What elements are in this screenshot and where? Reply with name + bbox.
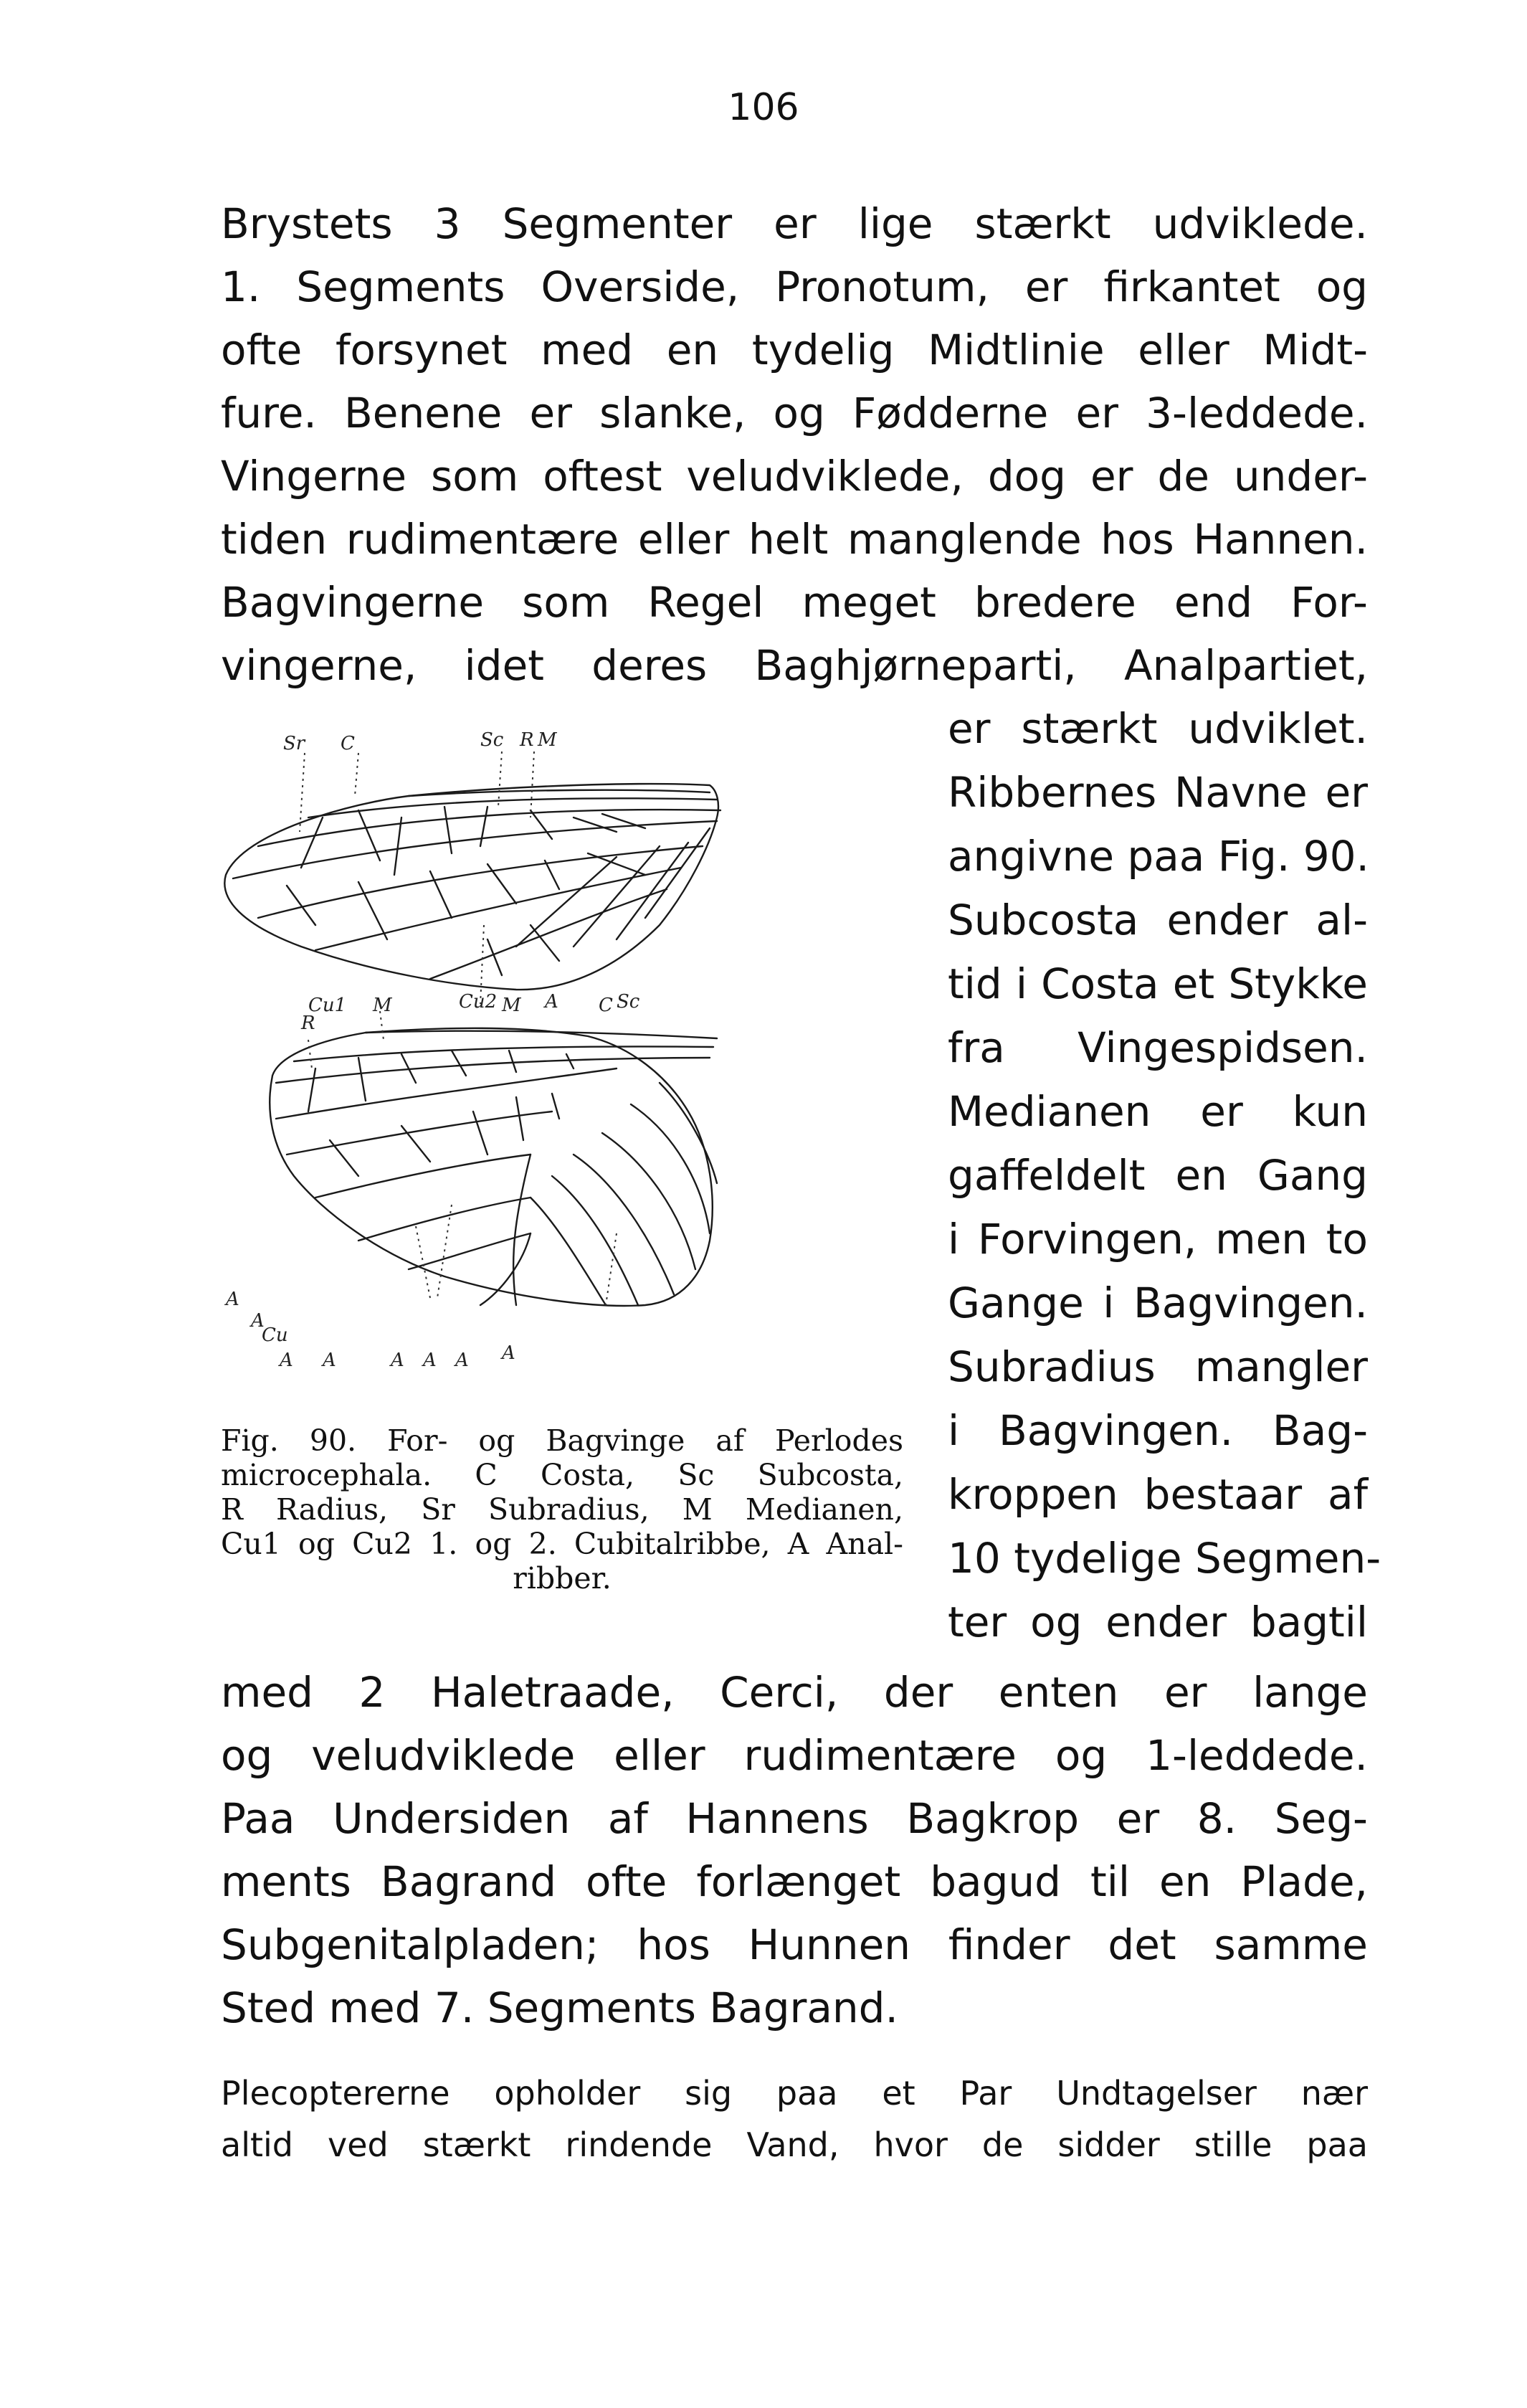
- forewing-outline: [224, 784, 718, 990]
- side-text-line: Medianen er kun: [948, 1087, 1368, 1136]
- text-line: vingerne, idet deres Baghjørneparti, Analpartiet,: [221, 641, 1368, 690]
- text-line: Vingerne som oftest veludviklede, dog er de under-: [221, 452, 1368, 501]
- leader-line: [531, 752, 534, 817]
- forewing-crossvein: [394, 817, 401, 875]
- figure-label: Cu: [262, 1324, 288, 1346]
- figure-label: Cu1: [308, 995, 347, 1016]
- figure-label: Cu2: [459, 991, 498, 1013]
- hindwing-crossvein: [330, 1140, 358, 1176]
- figure-label: A: [545, 991, 558, 1013]
- side-text-line: 10 tydelige Segmen-: [948, 1534, 1381, 1583]
- side-text-line: Subcosta ender al-: [948, 896, 1368, 944]
- hindwing-crossvein: [358, 1058, 366, 1101]
- side-text-line: i Forvingen, men to: [948, 1215, 1368, 1264]
- figure-label: A: [423, 1350, 437, 1371]
- hindwing-vein: [294, 1046, 713, 1061]
- forewing-crossvein: [487, 939, 502, 975]
- forewing-crossvein: [617, 843, 688, 939]
- hindwing-crossvein: [452, 1051, 466, 1076]
- side-text-line: i Bagvingen. Bag-: [948, 1406, 1368, 1455]
- figure-label: A: [502, 1342, 515, 1364]
- figure-label: Sc: [480, 729, 504, 751]
- text-line: Subgenitalpladen; hos Hunnen finder det samme: [221, 1920, 1368, 1969]
- figure-label: C: [341, 733, 355, 754]
- side-text-line: ter og ender bagtil: [948, 1598, 1368, 1646]
- figure-label: C: [599, 995, 613, 1016]
- hindwing-outline: [270, 1028, 713, 1306]
- hindwing-vein: [315, 1155, 531, 1198]
- caption-line: microcephala. C Costa, Sc Subcosta,: [221, 1458, 903, 1492]
- figure-label: M: [373, 995, 392, 1016]
- forewing-crossvein: [444, 807, 452, 853]
- side-text-line: er stærkt udviklet.: [948, 704, 1368, 753]
- hindwing-anal-vein: [602, 1133, 695, 1269]
- forewing-crossvein: [516, 857, 617, 947]
- caption-line: Fig. 90. For- og Bagvinge af Perlodes: [221, 1423, 903, 1458]
- text-line: Paa Undersiden af Hannens Bagkrop er 8. Seg-: [221, 1794, 1368, 1843]
- figure-label: A: [280, 1350, 293, 1371]
- figure-label: Sr: [283, 733, 305, 754]
- text-line: tiden rudimentære eller helt manglende hos Hannen.: [221, 515, 1368, 564]
- forewing-crossvein: [358, 882, 387, 939]
- forewing-crossvein: [301, 817, 323, 868]
- text-line: 1. Segments Overside, Pronotum, er firkantet og: [221, 262, 1368, 311]
- page-number: 106: [728, 86, 799, 129]
- text-line: Sted med 7. Segments Bagrand.: [221, 1983, 898, 2032]
- hindwing-anal-vein: [531, 1198, 606, 1305]
- forewing-vein: [233, 821, 717, 878]
- forewing-vein: [258, 846, 703, 918]
- hindwing-vein: [358, 1198, 531, 1241]
- side-text-line: fra Vingespidsen.: [948, 1023, 1368, 1072]
- forewing-vein: [409, 790, 710, 796]
- forewing-crossvein: [545, 861, 559, 889]
- hindwing-crossvein: [509, 1051, 516, 1072]
- figure-label: M: [538, 729, 557, 751]
- hindwing-anal-vein: [513, 1155, 531, 1305]
- hindwing-crossvein: [552, 1094, 559, 1119]
- text-line: fure. Benene er slanke, og Fødderne er 3-leddede.: [221, 389, 1368, 437]
- hindwing-vein: [409, 1233, 531, 1269]
- caption-line: ribber.: [513, 1561, 612, 1596]
- figure-label: A: [391, 1350, 404, 1371]
- hindwing-crossvein: [308, 1068, 315, 1111]
- text-line: og veludviklede eller rudimentære og 1-leddede.: [221, 1731, 1368, 1780]
- small-text-line: altid ved stærkt rindende Vand, hvor de sidder stille paa: [221, 2125, 1368, 2164]
- hindwing-anal-vein: [480, 1233, 531, 1305]
- hindwing-crossvein: [516, 1097, 523, 1140]
- leader-line: [416, 1226, 430, 1298]
- figure-caption: [221, 1423, 903, 1596]
- figure-label: A: [455, 1350, 469, 1371]
- hindwing-crossvein: [566, 1054, 574, 1068]
- leader-line: [300, 753, 305, 832]
- caption-line: R Radius, Sr Subradius, M Medianen,: [221, 1492, 903, 1527]
- figure-label: A: [323, 1350, 336, 1371]
- leader-line: [308, 1040, 312, 1068]
- side-text-line: Gange i Bagvingen.: [948, 1279, 1368, 1327]
- forewing-vein: [430, 889, 667, 979]
- text-line: Bagvingerne som Regel meget bredere end For-: [221, 578, 1368, 627]
- side-text-line: Ribbernes Navne er: [948, 768, 1368, 817]
- small-text-line: Plecoptererne opholder sig paa et Par Undtagelser nær: [221, 2074, 1368, 2113]
- caption-line: Cu1 og Cu2 1. og 2. Cubitalribbe, A Anal-: [221, 1527, 903, 1561]
- forewing-crossvein: [480, 807, 487, 846]
- wing-figure: [215, 710, 932, 1384]
- hindwing-vein: [276, 1058, 710, 1083]
- text-line: ments Bagrand ofte forlænget bagud til en Plade,: [221, 1857, 1368, 1906]
- side-text-line: kroppen bestaar af: [948, 1470, 1368, 1519]
- text-line: med 2 Haletraade, Cerci, der enten er lange: [221, 1668, 1368, 1717]
- text-line: ofte forsynet med en tydelig Midtlinie eller Midt-: [221, 326, 1368, 374]
- leader-line: [355, 753, 358, 796]
- figure-label: Sc: [617, 991, 640, 1013]
- figure-label: A: [251, 1310, 265, 1332]
- hindwing-crossvein: [473, 1111, 487, 1155]
- leader-line: [498, 752, 502, 807]
- side-text-line: angivne paa Fig. 90.: [948, 832, 1369, 881]
- leader-line: [437, 1205, 452, 1298]
- hindwing-vein: [366, 1031, 717, 1038]
- side-text-line: gaffeldelt en Gang: [948, 1151, 1368, 1200]
- figure-label: R: [520, 729, 534, 751]
- figure-label: A: [226, 1289, 239, 1310]
- side-text-line: tid i Costa et Stykke: [948, 959, 1368, 1008]
- forewing-crossvein: [531, 810, 552, 839]
- figure-label: R: [301, 1013, 315, 1034]
- figure-label: M: [502, 995, 521, 1016]
- text-line: Brystets 3 Segmenter er lige stærkt udviklede.: [221, 199, 1368, 248]
- side-text-line: Subradius mangler: [948, 1342, 1368, 1391]
